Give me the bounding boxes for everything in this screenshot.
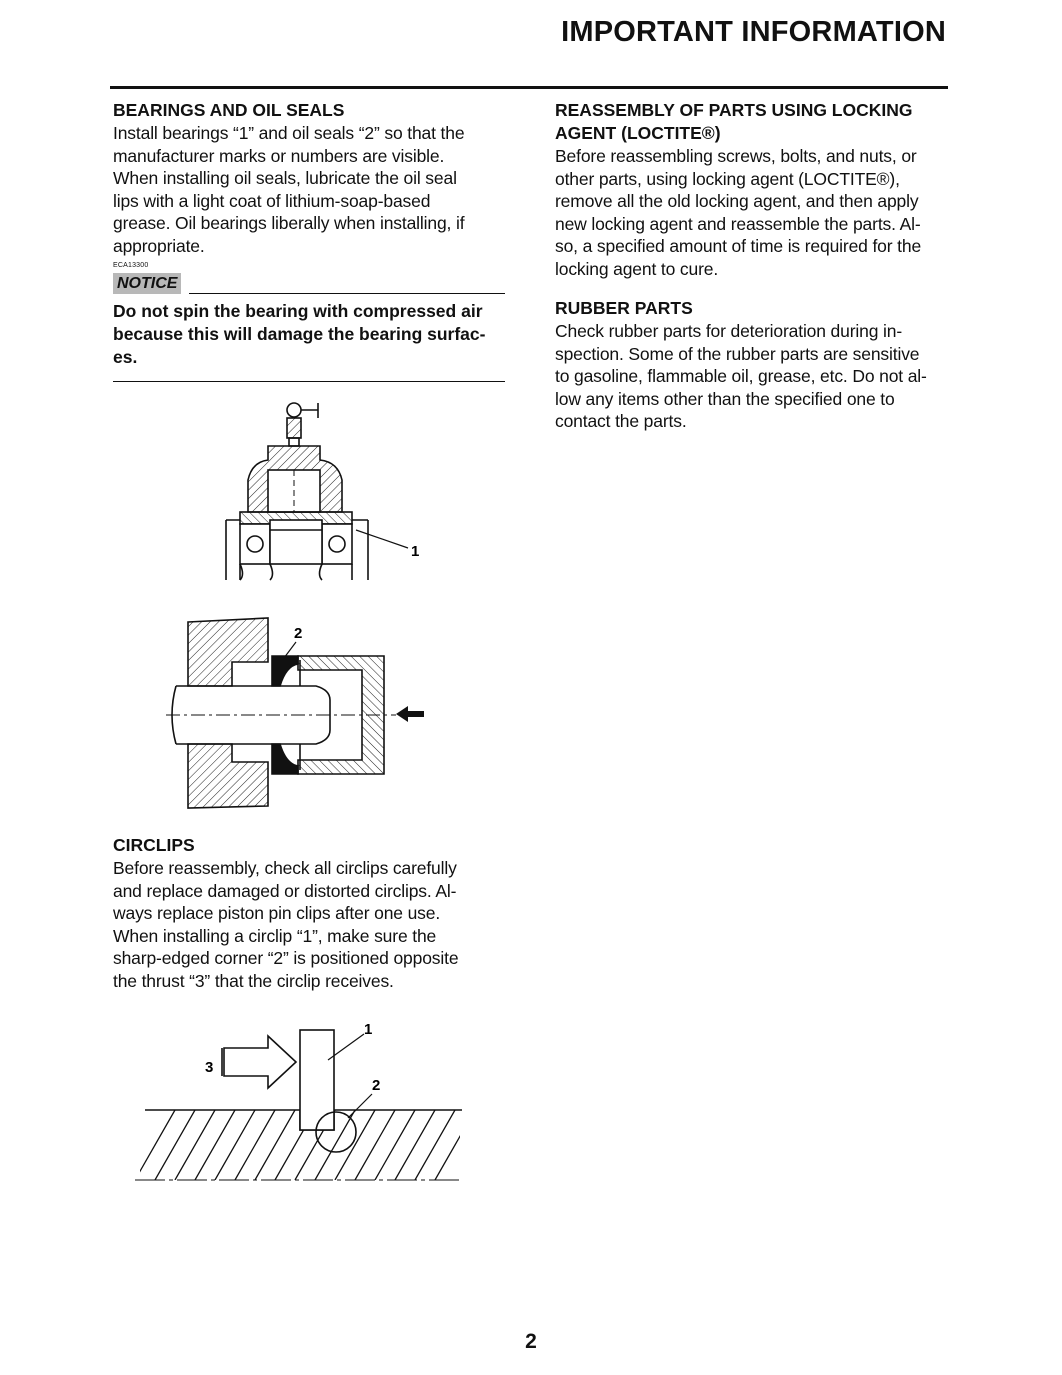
locking-line-2: other parts, using locking agent (LOCTITE®), xyxy=(555,168,900,189)
circlip-callout-3: 3 xyxy=(205,1059,214,1076)
bearings-line-2: manufacturer marks or numbers are visible. xyxy=(113,145,445,166)
caution-code: ECA13300 xyxy=(113,261,149,269)
notice-line-1: Do not spin the bearing with compressed air xyxy=(113,300,483,321)
rubber-line-4: low any items other than the specified one to xyxy=(555,388,895,409)
bearing-callout-1: 1 xyxy=(411,543,420,560)
circlips-line-1: Before reassembly, check all circlips carefully xyxy=(113,858,457,878)
bearings-body xyxy=(113,122,505,258)
circlips-line-3: ways replace piston pin clips after one use. xyxy=(113,903,441,924)
bearing-oil-seal-figure xyxy=(160,390,450,820)
circlip-callout-2: 2 xyxy=(372,1077,381,1094)
locking-heading-line-2: AGENT (LOCTITE®) xyxy=(555,123,721,143)
rubber-line-5: contact the parts. xyxy=(555,411,687,432)
notice-header xyxy=(113,273,505,294)
locking-line-3: remove all the old locking agent, and then apply xyxy=(555,191,919,212)
locking-heading xyxy=(555,99,949,145)
locking-line-1: Before reassembling screws, bolts, and nuts, or xyxy=(555,146,917,166)
rubber-heading: RUBBER PARTS xyxy=(555,298,693,318)
bearings-line-3: When installing oil seals, lubricate the oil seal xyxy=(113,168,457,189)
rubber-line-1: Check rubber parts for deterioration during in- xyxy=(555,321,903,341)
circlips-heading: CIRCLIPS xyxy=(113,835,195,855)
circlips-line-4: When installing a circlip “1”, make sure the xyxy=(113,925,437,946)
bearings-line-5: grease. Oil bearings liberally when installing, if xyxy=(113,213,465,234)
notice-text xyxy=(113,300,505,369)
notice-line-3: es. xyxy=(113,346,138,367)
locking-agent-section xyxy=(555,99,949,281)
locking-line-4: new locking agent and reassemble the parts. Al- xyxy=(555,213,921,234)
circlips-body xyxy=(113,857,505,993)
notice-divider xyxy=(189,293,505,294)
notice-line-2: because this will damage the bearing surfac- xyxy=(113,323,486,344)
bearings-line-1: Install bearings “1” and oil seals “2” so that the xyxy=(113,123,465,143)
bearings-line-4: lips with a light coat of lithium-soap-based xyxy=(113,190,431,211)
bearings-heading: BEARINGS AND OIL SEALS xyxy=(113,100,345,120)
bearings-line-6: appropriate. xyxy=(113,235,205,256)
circlips-line-2: and replace damaged or distorted circlips. Al- xyxy=(113,880,457,901)
header-rule xyxy=(110,86,948,89)
circlip-callout-1: 1 xyxy=(364,1021,373,1038)
locking-line-6: locking agent to cure. xyxy=(555,258,719,279)
circlip-figure xyxy=(130,1015,475,1190)
circlips-line-5: sharp-edged corner “2” is positioned opposite xyxy=(113,948,459,969)
seal-callout-2: 2 xyxy=(294,625,303,642)
rubber-line-2: spection. Some of the rubber parts are sensitive xyxy=(555,343,920,364)
locking-line-5: so, a specified amount of time is required for the xyxy=(555,236,922,257)
notice-badge: NOTICE xyxy=(113,273,181,294)
circlips-line-6: the thrust “3” that the circlip receives. xyxy=(113,970,394,991)
circlips-section xyxy=(113,834,505,993)
rubber-line-3: to gasoline, flammable oil, grease, etc. Do not al- xyxy=(555,366,927,387)
bearings-section xyxy=(113,99,505,382)
page-number: 2 xyxy=(525,1330,537,1353)
page-title: IMPORTANT INFORMATION xyxy=(561,16,946,48)
rubber-parts-section xyxy=(555,297,949,433)
notice-end-rule xyxy=(113,381,505,382)
rubber-body xyxy=(555,320,949,433)
locking-heading-line-1: REASSEMBLY OF PARTS USING LOCKING xyxy=(555,100,913,120)
locking-body xyxy=(555,145,949,281)
